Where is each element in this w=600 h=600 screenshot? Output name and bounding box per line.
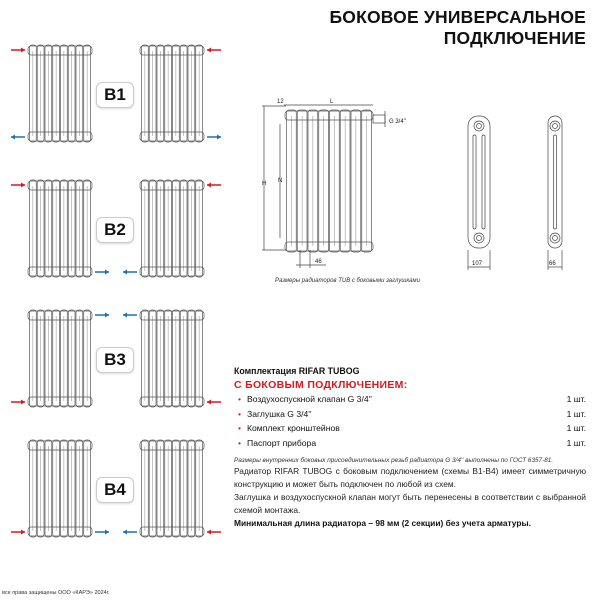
copyright: все права защищены ООО «КАРЭ» 2024г.	[2, 590, 110, 596]
bullet-icon: •	[238, 394, 242, 405]
drawing-caption: Размеры радиаторов TUB с боковыми заглушками	[275, 278, 420, 284]
scheme-b1	[0, 42, 225, 152]
radiator-right	[140, 310, 204, 407]
kit-item-qty: 1 шт.	[566, 423, 586, 434]
description	[234, 465, 586, 530]
kit-section	[234, 366, 586, 464]
dimension-drawing	[260, 90, 600, 280]
kit-heading: Комплектация RIFAR TUBOG	[234, 366, 360, 376]
radiator-side-view-107	[468, 116, 490, 270]
bullet-icon: •	[238, 437, 242, 448]
scheme-b2	[0, 177, 225, 287]
title-line-2: ПОДКЛЮЧЕНИЕ	[443, 28, 586, 48]
scheme-label: B1	[96, 82, 134, 108]
kit-item-name: Паспорт прибора	[247, 437, 317, 448]
kit-note: Размеры внутренних боковых присоединительных резьб радиатора G 3/4'' выполнены по ГОСТ 6357-81.	[234, 456, 554, 464]
dim-H: H	[262, 181, 267, 187]
radiator-left	[28, 310, 92, 407]
kit-item	[234, 394, 586, 405]
kit-item-qty: 1 шт.	[566, 437, 586, 448]
radiator-left	[28, 440, 92, 537]
description-p2: Заглушка и воздухоспускной клапан могут быть перенесены в соответствии с выбранной схемой монтажа.	[234, 492, 586, 515]
scheme-label: B4	[96, 477, 134, 503]
kit-item	[234, 409, 586, 420]
kit-subheading: С БОКОВЫМ ПОДКЛЮЧЕНИЕМ:	[234, 379, 408, 391]
radiator-left	[28, 180, 92, 277]
scheme-b4	[0, 437, 225, 547]
kit-item-qty: 1 шт.	[566, 408, 586, 419]
dim-12: 12	[277, 99, 284, 105]
kit-item-qty: 1 шт.	[566, 394, 586, 405]
dim-46: 46	[315, 259, 322, 265]
radiator-left	[28, 45, 92, 142]
description-p3: Минимальная длина радиатора – 98 мм (2 секции) без учета арматуры.	[234, 518, 531, 528]
kit-item-name: Воздухоспускной клапан G 3/4''	[247, 394, 372, 405]
scheme-label: B3	[96, 347, 134, 373]
dim-66: 66	[549, 261, 556, 267]
radiator-right	[140, 180, 204, 277]
dim-thread: G 3/4''	[389, 119, 406, 125]
bullet-icon: •	[238, 423, 242, 434]
page-title	[329, 7, 586, 49]
dim-L: L	[330, 99, 334, 105]
radiator-front-view	[262, 105, 385, 268]
radiator-side-view-66	[548, 116, 562, 270]
kit-item	[234, 438, 586, 449]
dim-N: N	[278, 178, 283, 184]
title-line-1: БОКОВОЕ УНИВЕРСАЛЬНОЕ	[329, 7, 586, 27]
radiator-right	[140, 440, 204, 537]
radiator-right	[140, 45, 204, 142]
scheme-label: B2	[96, 217, 134, 243]
dim-107: 107	[472, 261, 483, 267]
kit-item	[234, 423, 586, 434]
bullet-icon: •	[238, 408, 242, 419]
kit-item-name: Заглушка G 3/4''	[247, 408, 312, 419]
scheme-b3	[0, 307, 225, 417]
description-p1: Радиатор RIFAR TUBOG с боковым подключением (схемы B1-B4) имеет симметричную конструкцию и может быть подключен по любой из схем.	[234, 466, 586, 489]
kit-item-name: Комплект кронштейнов	[247, 423, 340, 434]
